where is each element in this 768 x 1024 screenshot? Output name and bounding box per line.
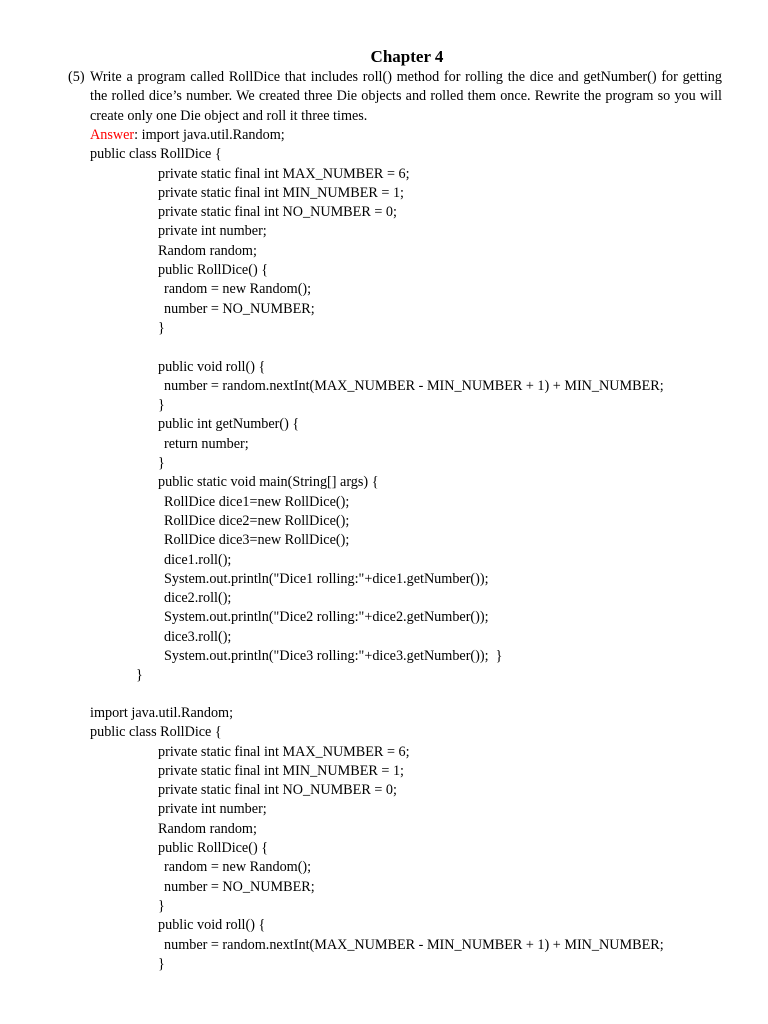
code-line: return number; bbox=[164, 435, 249, 452]
code-line: public void roll() { bbox=[158, 358, 266, 375]
code-line: Random random; bbox=[158, 242, 257, 259]
code-line: private static final int NO_NUMBER = 0; bbox=[158, 782, 397, 799]
code-line: number = random.nextInt(MAX_NUMBER - MIN_NUMBER + 1) + MIN_NUMBER; bbox=[164, 377, 664, 394]
code-line: number = random.nextInt(MAX_NUMBER - MIN_NUMBER + 1) + MIN_NUMBER; bbox=[164, 936, 664, 953]
code-line: RollDice dice3=new RollDice(); bbox=[164, 532, 350, 549]
code-line: import java.util.Random; bbox=[90, 705, 234, 721]
code-line: } bbox=[136, 667, 143, 684]
code-line: public RollDice() { bbox=[158, 262, 269, 279]
code-line: } bbox=[158, 897, 165, 914]
code-line: RollDice dice1=new RollDice(); bbox=[164, 493, 350, 510]
code-line: System.out.println("Dice2 rolling:"+dice2.getNumber()); bbox=[164, 609, 489, 626]
code-line: public class RollDice { bbox=[90, 146, 222, 163]
code-line: random = new Random(); bbox=[164, 859, 312, 876]
answer-line bbox=[90, 126, 750, 145]
code-line: System.out.println("Dice1 rolling:"+dice1.getNumber()); bbox=[164, 570, 489, 587]
code-line: Random random; bbox=[158, 820, 257, 837]
chapter-title: Chapter 4 bbox=[370, 47, 444, 66]
answer-code-block-1 bbox=[90, 126, 750, 686]
code-line: public RollDice() { bbox=[158, 840, 269, 857]
answer-code-block-2 bbox=[90, 704, 750, 974]
code-line: } bbox=[158, 955, 165, 972]
code-line: private static final int MAX_NUMBER = 6; bbox=[158, 165, 410, 182]
code-line: private int number; bbox=[158, 223, 267, 240]
code-line: } bbox=[158, 397, 165, 414]
code-line: public static void main(String[] args) { bbox=[158, 474, 379, 491]
code-line: private static final int MIN_NUMBER = 1; bbox=[158, 762, 405, 779]
code-line: number = NO_NUMBER; bbox=[164, 300, 315, 317]
code-line: private static final int MIN_NUMBER = 1; bbox=[158, 184, 405, 201]
code-line: System.out.println("Dice3 rolling:"+dice3.getNumber()); } bbox=[164, 648, 503, 665]
code-line: private static final int NO_NUMBER = 0; bbox=[158, 204, 397, 221]
code-line: } bbox=[158, 455, 165, 472]
code-line: dice1.roll(); bbox=[164, 551, 232, 568]
code-line: RollDice dice2=new RollDice(); bbox=[164, 512, 350, 529]
code-line: dice2.roll(); bbox=[164, 590, 232, 607]
code-line: public class RollDice { bbox=[90, 724, 222, 741]
question-number: (5) bbox=[68, 69, 85, 85]
code-line: private int number; bbox=[158, 801, 267, 818]
code-line: dice3.roll(); bbox=[164, 628, 232, 645]
answer-label: Answer bbox=[90, 127, 135, 143]
code-line: public void roll() { bbox=[158, 917, 266, 934]
code-line: random = new Random(); bbox=[164, 281, 312, 298]
question-text: Write a program called RollDice that includes roll() method for rolling the dice and getNumber() for getting the rolled dice’s number. We created three Die objects and rolled them once. Rewrite the program so you will create only one Die object and roll it three times. bbox=[90, 69, 722, 124]
code-line: } bbox=[158, 319, 165, 336]
code-line: number = NO_NUMBER; bbox=[164, 878, 315, 895]
answer-import-line: : import java.util.Random; bbox=[134, 127, 285, 143]
code-line bbox=[90, 338, 750, 357]
question-block bbox=[68, 68, 722, 126]
code-line: private static final int MAX_NUMBER = 6; bbox=[158, 743, 410, 760]
code-line: public int getNumber() { bbox=[158, 416, 300, 433]
